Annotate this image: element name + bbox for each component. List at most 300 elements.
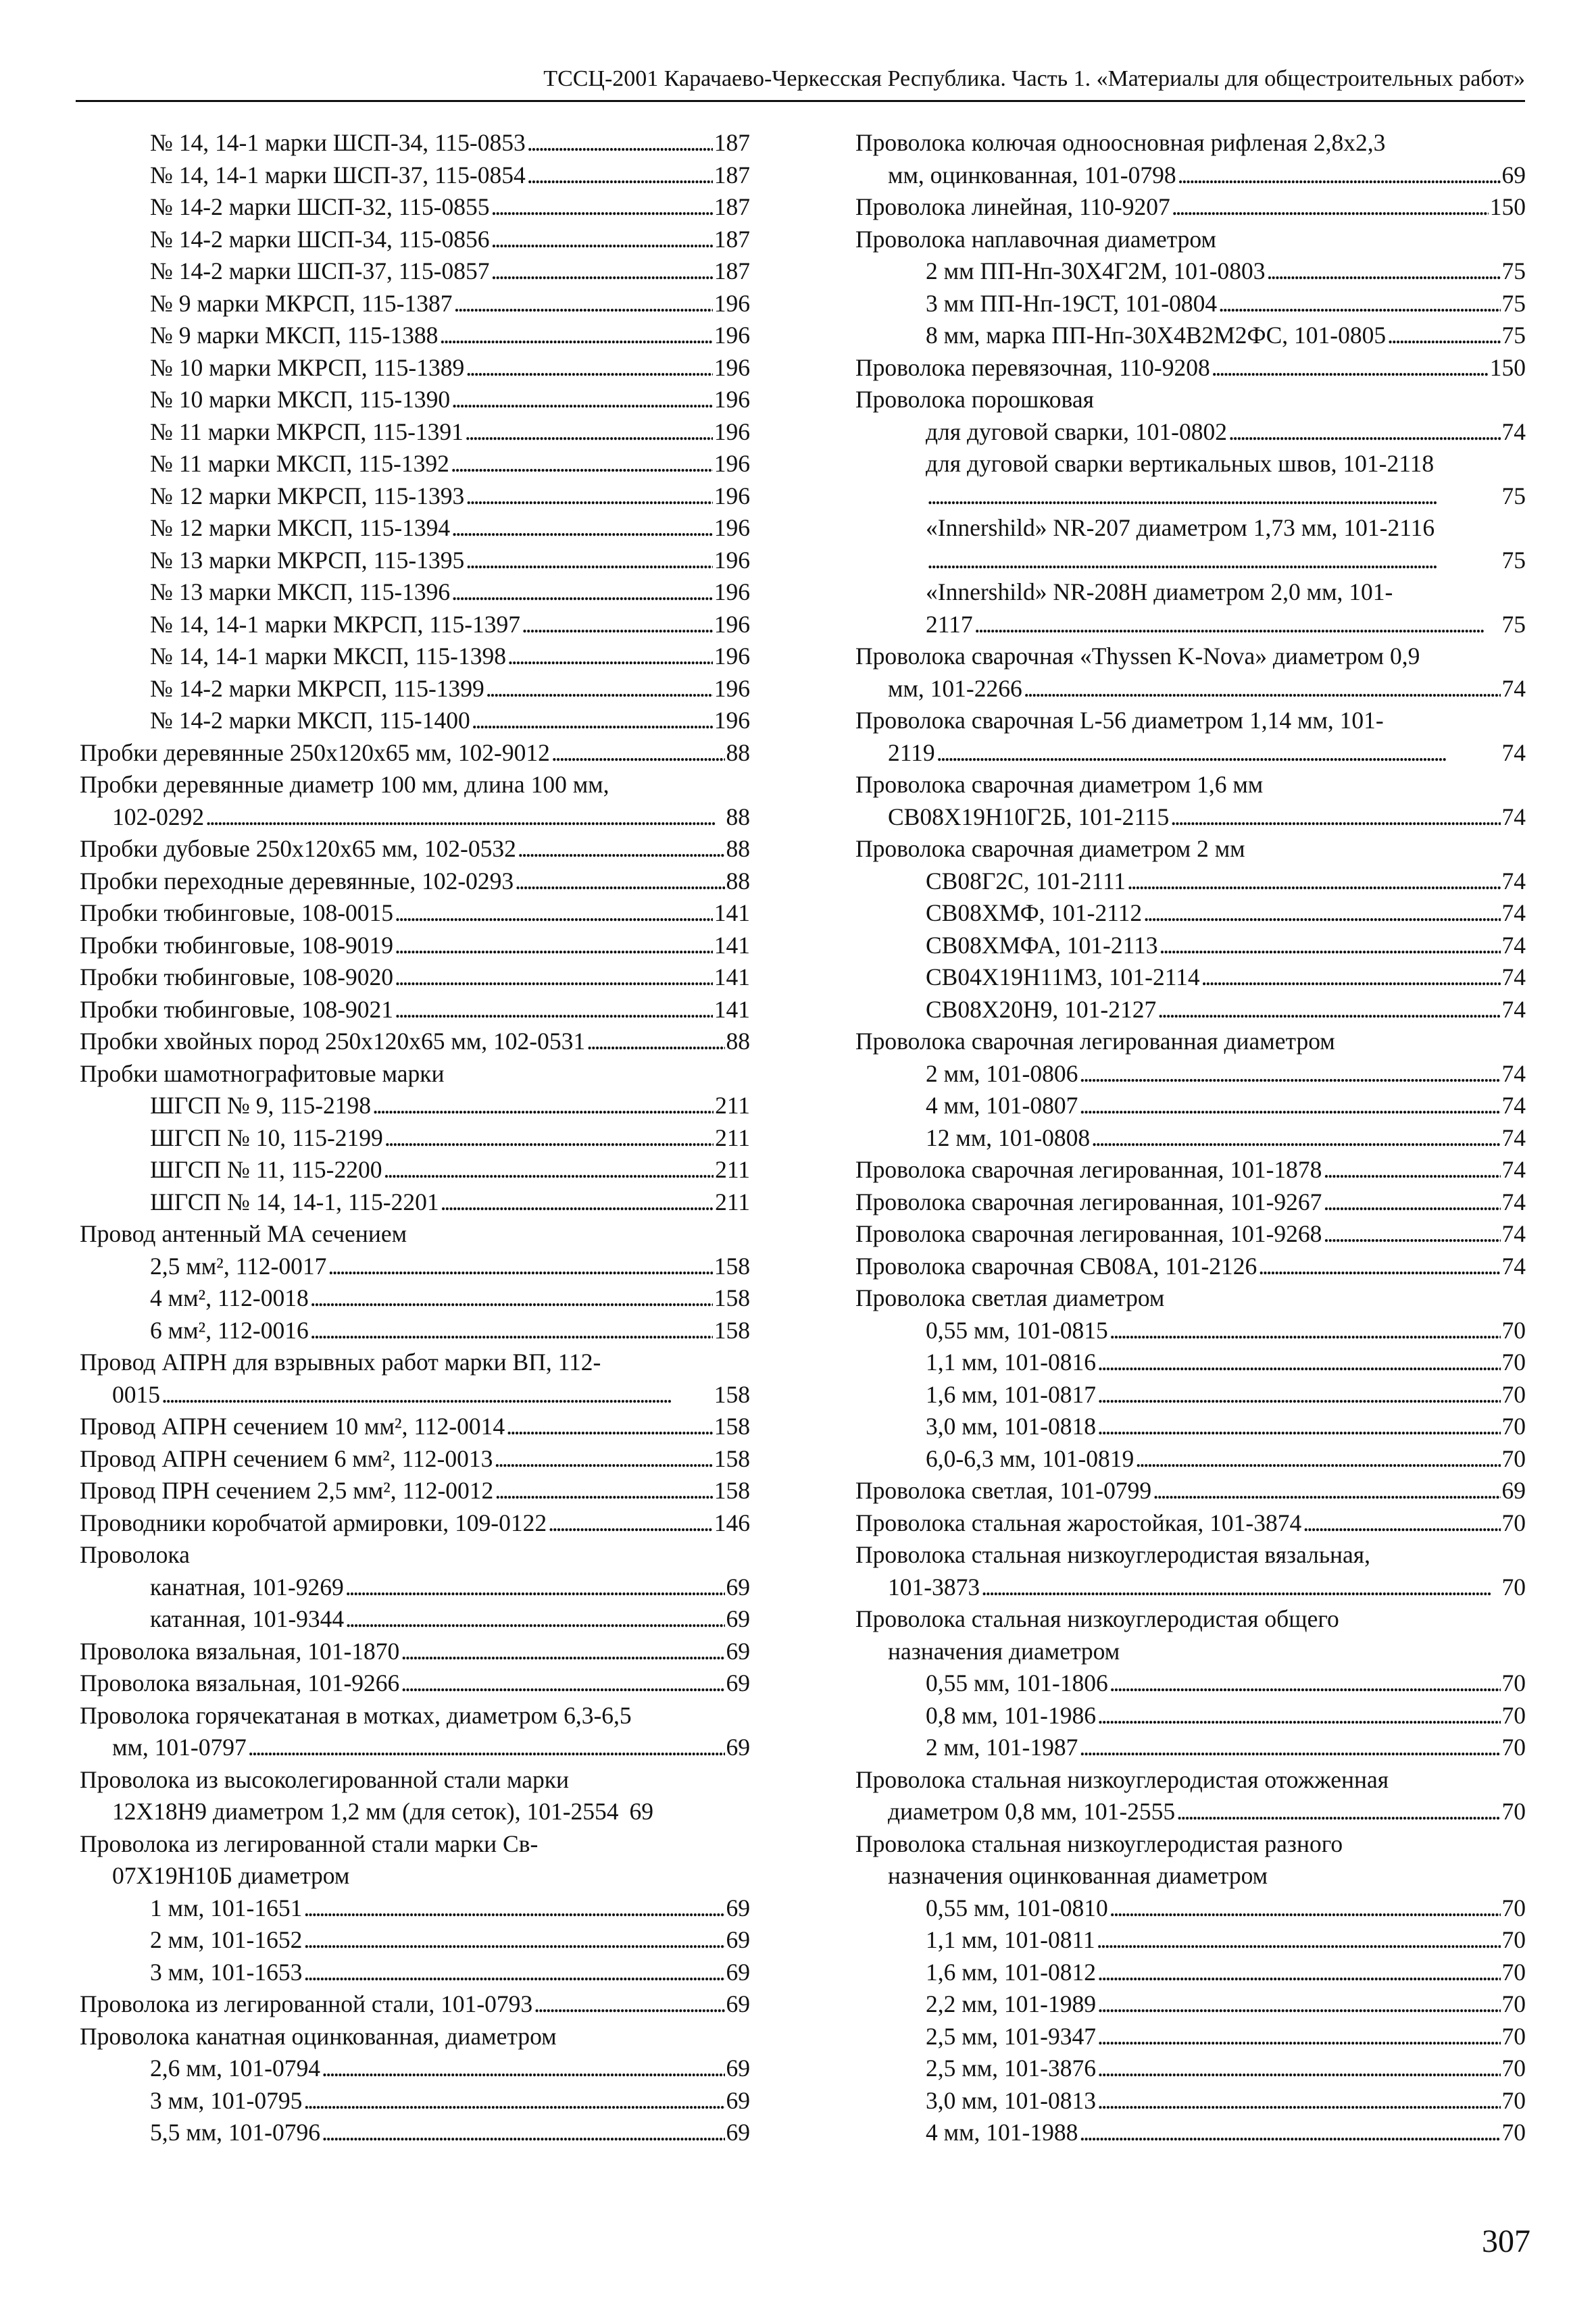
dot-leader [345,1571,725,1604]
entry-text: 3 мм ПП-Нп-19СТ, 101-0804 [926,289,1218,317]
index-entry [855,1475,1526,1507]
entry-text: Пробки тюбинговые, 108-9021 [80,995,394,1023]
entry-leader-row [150,1924,750,1957]
index-entry [855,512,1526,576]
entry-leader-row [926,1122,1526,1155]
entry-leader-row [150,384,750,416]
dot-leader [548,1507,713,1540]
entry-leader-row [926,480,1526,513]
index-entry [80,833,750,865]
entry-leader-row [150,1315,750,1347]
dot-leader [1172,191,1489,224]
entry-leader-row [80,1026,750,1058]
index-entry [855,255,1526,288]
dot-leader [322,2117,724,2149]
dot-leader [927,545,1501,577]
index-entry [80,1251,750,1283]
entry-text: СВ08Г2С, 101-2111 [926,867,1126,895]
entry-text: 4 мм², 112-0018 [150,1284,309,1311]
entry-text: Пробки тюбинговые, 108-0015 [80,899,394,926]
entry-leader-row [150,512,750,545]
entry-text: ШГСП № 14, 14-1, 115-2201 [150,1188,439,1215]
index-entry [80,1090,750,1122]
entry-leader-row [150,545,750,577]
entry-text: 3,0 мм, 101-0818 [926,1413,1097,1440]
entry-heading: Проволока из высоколегированной стали марки [80,1765,570,1793]
entry-leader-row [855,1186,1526,1219]
entry-text: № 14, 14-1 марки ШСП-34, 115-0853 [150,129,526,156]
index-entry [80,1475,750,1507]
index-entry [80,1636,750,1668]
index-entry [80,576,750,609]
entry-page-ref: 74 [1501,1252,1526,1280]
entry-leader-row [855,1507,1526,1540]
dot-leader [1097,2053,1500,2085]
entry-page-ref: 196 [714,289,750,317]
dot-leader [303,1924,724,1957]
index-entry [855,2085,1526,2117]
index-entry [80,191,750,224]
entry-page-ref: 187 [714,257,750,284]
entry-page-ref: 74 [1501,418,1526,445]
index-entry [855,1186,1526,1219]
index-entry [80,1058,750,1090]
entry-text: 101-3873 [888,1573,980,1601]
entry-leader-row [150,1186,750,1219]
entry-page-ref: 150 [1489,193,1526,220]
entry-text: 12 мм, 101-0808 [926,1124,1091,1151]
entry-leader-row [80,1507,750,1540]
entry-leader-row [150,2117,750,2149]
index-entry [855,1603,1526,1667]
entry-page-ref: 70 [1501,1413,1526,1440]
index-entry [855,1347,1526,1379]
index-entry [80,1571,750,1604]
index-entry [80,480,750,513]
entry-page-ref: 88 [726,1028,750,1055]
dot-leader [1127,865,1501,898]
dot-leader [515,865,724,898]
entry-heading: Проволока стальная низкоуглеродистая разного [855,1830,1343,1857]
entry-text: 6 мм², 112-0016 [150,1316,309,1344]
entry-page-ref: 158 [714,1316,750,1344]
dot-leader [937,737,1501,770]
entry-page-ref: 69 [726,2119,750,2146]
entry-leader-row [150,191,750,224]
entry-leader-row [855,191,1526,224]
entry-heading-continued: 07Х19Н10Б диаметром [112,1862,350,1889]
entry-text: Провод ПРН сечением 2,5 мм², 112-0012 [80,1477,494,1504]
entry-heading: Проволока канатная оцинкованная, диаметром [80,2022,557,2050]
dot-leader [310,1282,713,1315]
index-column-right [855,127,1526,2149]
entry-page-ref: 69 [726,1669,750,1696]
index-entry [855,2117,1526,2149]
entry-page-ref: 74 [1501,963,1526,990]
entry-page-ref: 211 [715,1092,750,1119]
entry-leader-row [926,994,1526,1026]
entry-page-ref: 74 [1501,1156,1526,1183]
entry-leader-row [150,640,750,673]
entry-leader-row [926,255,1526,288]
entry-text: 102-0292 [112,803,205,830]
entry-leader-row [80,994,750,1026]
entry-page-ref: 196 [714,546,750,574]
entry-leader-row [150,224,750,256]
dot-leader [441,1186,714,1219]
entry-page-ref: 158 [714,1380,750,1408]
dot-leader [303,1892,724,1925]
entry-text: 5,5 мм, 101-0796 [150,2119,321,2146]
dot-leader [1323,1186,1500,1219]
entry-page-ref: 69 [1501,161,1526,188]
entry-leader-row [855,1218,1526,1251]
dot-leader [1091,1122,1500,1155]
dot-leader [534,1988,724,2021]
entry-leader-row [926,320,1526,352]
dot-leader [1097,1347,1500,1379]
entry-page-ref: 196 [714,353,750,381]
index-entry [855,1667,1526,1700]
entry-text: 1,1 мм, 101-0816 [926,1349,1097,1376]
entry-leader-row [926,961,1526,994]
entry-leader-row [926,288,1526,320]
index-entry [80,1828,750,1892]
index-entry [80,127,750,159]
dot-leader [587,1026,724,1058]
dot-leader [527,159,713,192]
dot-leader [1176,1796,1500,1828]
entry-heading: Проволока стальная низкоуглеродистая отожженная [855,1765,1389,1793]
entry-leader-row [150,448,750,480]
index-entry [80,1988,750,2021]
dot-leader [1153,1475,1500,1507]
entry-leader-row [150,1892,750,1925]
dot-leader [1079,1090,1500,1122]
entry-page-ref: 141 [714,931,750,959]
entry-text: Провод АПРН сечением 6 мм², 112-0013 [80,1444,493,1472]
entry-text: 6,0-6,3 мм, 101-0819 [926,1444,1134,1472]
entry-page-ref: 158 [714,1284,750,1311]
entry-heading: Проволока из легированной стали марки Св- [80,1830,539,1857]
entry-page-ref: 196 [714,450,750,477]
index-entry [80,1892,750,1925]
entry-page-ref: 187 [714,161,750,188]
entry-leader-row [80,833,750,865]
entry-page-ref: 158 [714,1252,750,1280]
entry-text: ШГСП № 11, 115-2200 [150,1156,382,1183]
entry-text: № 11 марки МКРСП, 115-1391 [150,418,464,445]
entry-page-ref: 69 [629,1798,654,1825]
dot-leader [372,1090,714,1122]
entry-leader-row [926,1667,1526,1700]
entry-leader-row [80,737,750,770]
dot-leader [506,1411,713,1443]
index-entry [855,1379,1526,1411]
entry-heading: Проволока порошковая [855,386,1094,413]
index-entry [80,737,750,770]
entry-page-ref: 196 [714,707,750,734]
entry-text: 2119 [888,738,935,766]
entry-text: 2 мм, 101-1652 [150,1926,303,1953]
entry-heading: Проволока сварочная «Thyssen K-Nova» диаметром 0,9 [855,643,1420,670]
dot-leader [1228,416,1501,449]
entry-leader-row [80,1443,750,1476]
entry-page-ref: 70 [1501,2055,1526,2082]
entry-leader-row [80,801,750,834]
entry-heading: Проволока сварочная легированная диаметром [855,1028,1335,1055]
entry-page-ref: 158 [714,1477,750,1504]
entry-leader-row [926,1957,1526,1989]
dot-leader [310,1315,713,1347]
entry-text: 2117 [926,610,973,638]
index-entry [855,384,1526,416]
dot-leader [1109,1315,1501,1347]
index-entry [855,1732,1526,1764]
entry-leader-row [926,609,1526,641]
entry-leader-row [926,2053,1526,2085]
entry-page-ref: 69 [726,1734,750,1761]
entry-page-ref: 75 [1501,257,1526,284]
entry-text: СВ08ХМФА, 101-2113 [926,931,1158,959]
index-entry [855,1411,1526,1443]
entry-page-ref: 196 [714,482,750,509]
entry-leader-row [80,1379,750,1411]
entry-leader-row [926,897,1526,930]
index-entry [855,1122,1526,1155]
entry-text: № 10 марки МКРСП, 115-1389 [150,353,465,381]
entry-page-ref: 158 [714,1444,750,1472]
entry-leader-row [150,480,750,513]
dot-leader [551,737,725,770]
dot-leader [466,480,713,513]
entry-leader-row [80,961,750,994]
entry-leader-row [926,1379,1526,1411]
entry-text: Проволока из легированной стали, 101-0793 [80,1990,533,2017]
entry-text: 1 мм, 101-1651 [150,1894,303,1921]
entry-text: 2,5 мм, 101-3876 [926,2055,1097,2082]
index-entry [80,1667,750,1700]
dot-leader [395,930,713,962]
index-entry [80,1122,750,1155]
entry-leader-row [926,865,1526,898]
index-entry [80,1026,750,1058]
entry-text: Пробки тюбинговые, 108-9019 [80,931,394,959]
index-entry [80,1154,750,1186]
entry-leader-row [150,1957,750,1989]
entry-leader-row [150,288,750,320]
entry-page-ref: 70 [1501,1798,1526,1825]
dot-leader [1159,930,1501,962]
entry-page-ref: 75 [1501,546,1526,574]
entry-page-ref: 70 [1501,1734,1526,1761]
index-entry [855,1315,1526,1347]
entry-text: Проводники коробчатой армировки, 109-0122 [80,1509,547,1536]
entry-text: № 14, 14-1 марки ШСП-37, 115-0854 [150,161,526,188]
entry-text: № 9 марки МКСП, 115-1388 [150,322,439,349]
dot-leader [1323,1218,1500,1251]
dot-leader [507,640,713,673]
entry-text: 2,2 мм, 101-1989 [926,1990,1097,2017]
index-entry [80,1282,750,1315]
dot-leader [401,1667,724,1700]
index-entry [855,1828,1526,1892]
entry-leader-row [80,1667,750,1700]
entry-page-ref: 211 [715,1156,750,1183]
index-entry [855,1090,1526,1122]
entry-page-ref: 70 [1501,1380,1526,1408]
entry-page-ref: 69 [726,1958,750,1986]
entry-leader-row [855,1571,1526,1604]
index-entry [855,1282,1526,1315]
index-entry [855,352,1526,384]
entry-text: Проволока светлая, 101-0799 [855,1477,1152,1504]
dot-leader [1097,1988,1500,2021]
index-entry [80,2085,750,2117]
entry-text: 1,1 мм, 101-0811 [926,1926,1095,1953]
entry-page-ref: 69 [726,2086,750,2114]
dot-leader [927,480,1501,513]
entry-leader-row [926,1090,1526,1122]
entry-text: Проволока вязальная, 101-1870 [80,1637,400,1665]
entry-page-ref: 196 [714,674,750,702]
index-entry [855,416,1526,449]
dot-leader [1323,1154,1500,1186]
entry-heading: Пробки деревянные диаметр 100 мм, длина 100 мм, [80,771,609,798]
entry-page-ref: 211 [715,1124,750,1151]
dot-leader [451,448,713,480]
entry-page-ref: 196 [714,578,750,605]
dot-leader [486,673,713,705]
entry-text: Пробки тюбинговые, 108-9020 [80,963,394,990]
entry-text: мм, 101-0797 [112,1734,247,1761]
entry-text: 2 мм ПП-Нп-30Х4Г2М, 101-0803 [926,257,1266,284]
dot-leader [439,320,712,352]
entry-leader-row [855,801,1526,834]
entry-leader-row [150,1090,750,1122]
entry-leader-row [80,930,750,962]
index-entry [80,448,750,480]
entry-page-ref: 70 [1501,1894,1526,1921]
entry-leader-row [926,1315,1526,1347]
entry-leader-row [855,1475,1526,1507]
dot-leader [303,1957,724,1989]
dot-leader [303,2085,724,2117]
index-entry [855,1026,1526,1058]
entry-heading: Проволока стальная низкоуглеродистая общего [855,1605,1339,1632]
dot-leader [1097,1924,1501,1957]
dot-leader [453,288,712,320]
dot-leader [491,224,713,256]
dot-leader [1097,1700,1500,1732]
entry-page-ref: 70 [1501,1349,1526,1376]
entry-heading: Проволока сварочная L-56 диаметром 1,14 мм, 101- [855,707,1384,734]
entry-text: 2,5 мм, 101-9347 [926,2022,1097,2050]
dot-leader [1097,2085,1500,2117]
index-entry [855,1443,1526,1476]
entry-heading: Проволока светлая диаметром [855,1284,1165,1311]
index-entry [80,416,750,449]
entry-page-ref: 74 [1501,738,1526,766]
entry-page-ref: 70 [1501,1669,1526,1696]
index-entry [80,609,750,641]
dot-leader [328,1251,712,1283]
index-entry [80,673,750,705]
entry-text: 3 мм, 101-1653 [150,1958,303,1986]
index-entry [855,1154,1526,1186]
entry-text: Проволока сварочная легированная, 101-1878 [855,1156,1322,1183]
index-entry [80,994,750,1026]
dot-leader [205,801,724,834]
entry-page-ref: 74 [1501,995,1526,1023]
index-entry [80,1924,750,1957]
entry-leader-row [80,1732,750,1764]
entry-page-ref: 74 [1501,1092,1526,1119]
entry-leader-row [855,673,1526,705]
index-entry [855,769,1526,833]
entry-text: № 10 марки МКСП, 115-1390 [150,386,451,413]
entry-text: Пробки дубовые 250х120х65 мм, 102-0532 [80,835,516,862]
index-entry [855,1218,1526,1251]
index-entry [855,1924,1526,1957]
entry-leader-row [855,352,1526,384]
entry-text: 1,6 мм, 101-0812 [926,1958,1097,1986]
entry-heading: «Innershild» NR-207 диаметром 1,73 мм, 101-2116 [926,514,1435,541]
entry-text: СВ08Х19Н10Г2Б, 101-2115 [888,803,1170,830]
entry-text: СВ04Х19Н11М3, 101-2114 [926,963,1200,990]
entry-text: 0,55 мм, 101-0810 [926,1894,1108,1921]
dot-leader [384,1154,714,1186]
dot-leader [1170,801,1500,834]
dot-leader [1109,1667,1501,1700]
entry-text: № 14-2 марки МКСП, 115-1400 [150,707,470,734]
index-entry [80,1411,750,1443]
entry-page-ref: 70 [1501,1990,1526,2017]
entry-page-ref: 74 [1501,674,1526,702]
index-entry [80,1764,750,1828]
entry-text: № 14-2 марки ШСП-34, 115-0856 [150,225,490,253]
entry-text: Проволока сварочная СВ08А, 101-2126 [855,1252,1257,1280]
entry-text: для дуговой сварки, 101-0802 [926,418,1227,445]
index-entry [80,384,750,416]
entry-page-ref: 187 [714,193,750,220]
index-entry [80,1700,750,1764]
entry-page-ref: 75 [1501,610,1526,638]
dot-leader [491,191,713,224]
entry-text: диаметром 0,8 мм, 101-2555 [888,1798,1176,1825]
index-entry [80,897,750,930]
entry-text: 3 мм, 101-0795 [150,2086,303,2114]
index-entry [855,1764,1526,1828]
entry-page-ref: 75 [1501,289,1526,317]
index-entry [80,545,750,577]
index-entry [855,1507,1526,1540]
entry-page-ref: 70 [1501,1573,1526,1601]
entry-heading: Пробки шамотнографитовые марки [80,1059,445,1087]
index-entry [855,705,1526,769]
entry-text: катанная, 101-9344 [150,1605,345,1632]
entry-text: № 12 марки МКСП, 115-1394 [150,514,451,541]
entry-text: мм, оцинкованная, 101-0798 [888,161,1176,188]
entry-heading: Проволока колючая одноосновная рифленая 2,8х2,3 [855,129,1386,156]
entry-leader-row [926,1892,1526,1925]
entry-leader-row [926,2117,1526,2149]
entry-text: № 14, 14-1 марки МКРСП, 115-1397 [150,610,521,638]
entry-page-ref: 187 [714,129,750,156]
index-entry [855,1957,1526,1989]
entry-page-ref: 70 [1501,1926,1526,1953]
entry-heading: Проволока сварочная диаметром 1,6 мм [855,771,1264,798]
